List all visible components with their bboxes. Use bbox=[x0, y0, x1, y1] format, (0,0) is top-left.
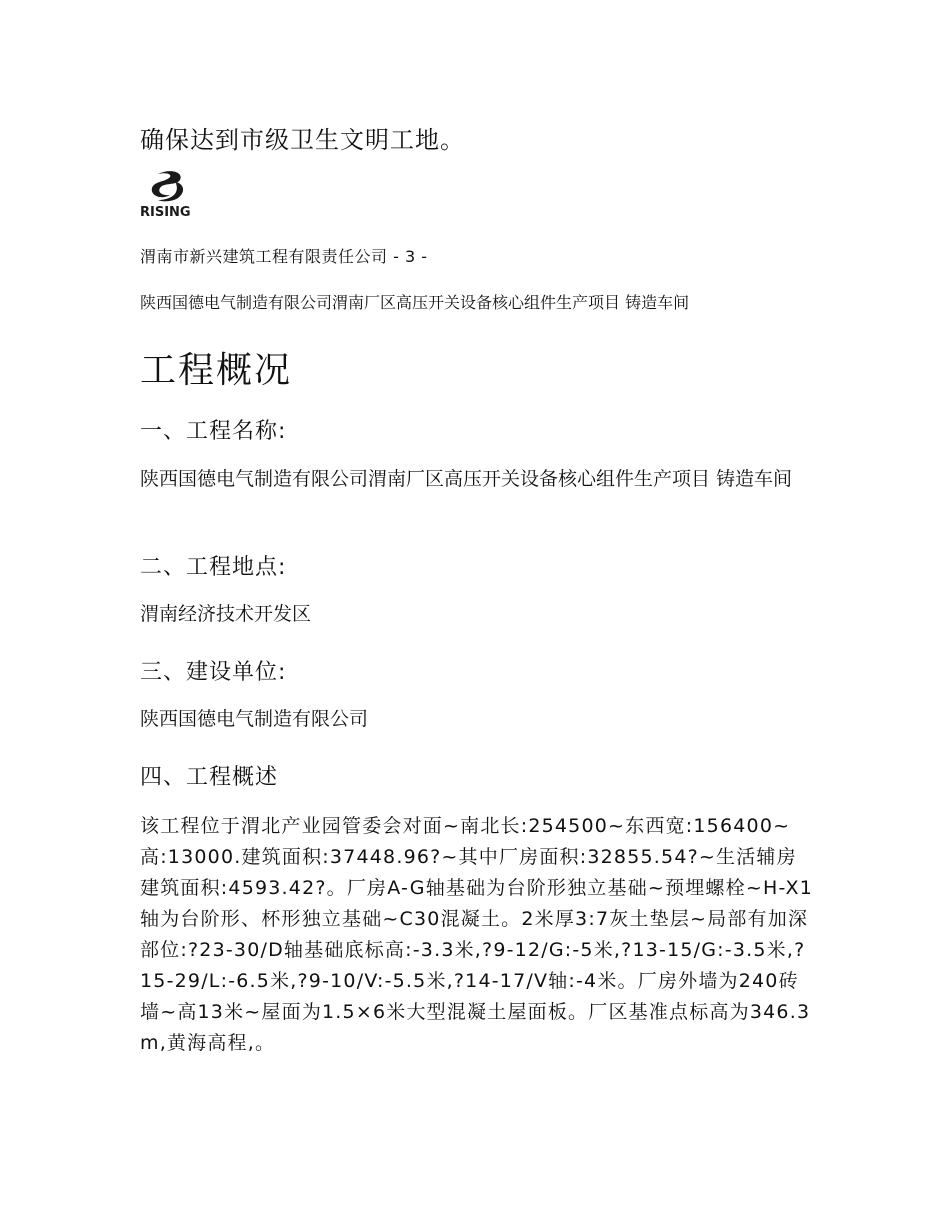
rising-logo-icon bbox=[140, 168, 196, 220]
section-heading-name: 一、工程名称: bbox=[140, 419, 287, 444]
intro-text: 确保达到市级卫生文明工地。 bbox=[140, 126, 465, 154]
section-body-overview: 该工程位于渭北产业园管委会对面~南北长:254500~东西宽:156400~高:13000.建筑面积:37448.96?~其中厂房面积:32855.54?~生活辅房建筑面积:4593.42?。厂房A-G轴基础为台阶形独立基础~预埋螺栓~H-X1轴为台阶形、杯形独立基础~C30混凝土。2米厚3:7灰土垫层~局部有加深部位:?23-30/D轴基础底标高:-3.3米,?9-12/G:-5米,?13-15/G:-3.5米,?15-29/L:-6.5米,?9-10/V:-5.5米,?14-17/V轴:-4米。厂房外墙为240砖墙~高13米~屋面为1.5×6米大型混凝土屋面板。厂区基准点标高为346.3m,黄海高程,。 bbox=[140, 815, 814, 1054]
page-title: 工程概况 bbox=[140, 350, 293, 391]
section-heading-builder: 三、建设单位: bbox=[140, 660, 287, 685]
section-body-builder: 陕西国德电气制造有限公司 bbox=[140, 708, 369, 730]
project-header: 陕西国德电气制造有限公司渭南厂区高压开关设备核心组件生产项目 铸造车间 bbox=[140, 293, 690, 312]
section-body-location: 渭南经济技术开发区 bbox=[140, 603, 312, 625]
company-line: 渭南市新兴建筑工程有限责任公司 - 3 - bbox=[140, 247, 428, 266]
section-heading-overview: 四、工程概述 bbox=[140, 765, 279, 790]
section-body-name: 陕西国德电气制造有限公司渭南厂区高压开关设备核心组件生产项目 铸造车间 bbox=[140, 468, 793, 490]
logo-text: RISING bbox=[140, 205, 191, 220]
section-heading-location: 二、工程地点: bbox=[140, 555, 287, 580]
